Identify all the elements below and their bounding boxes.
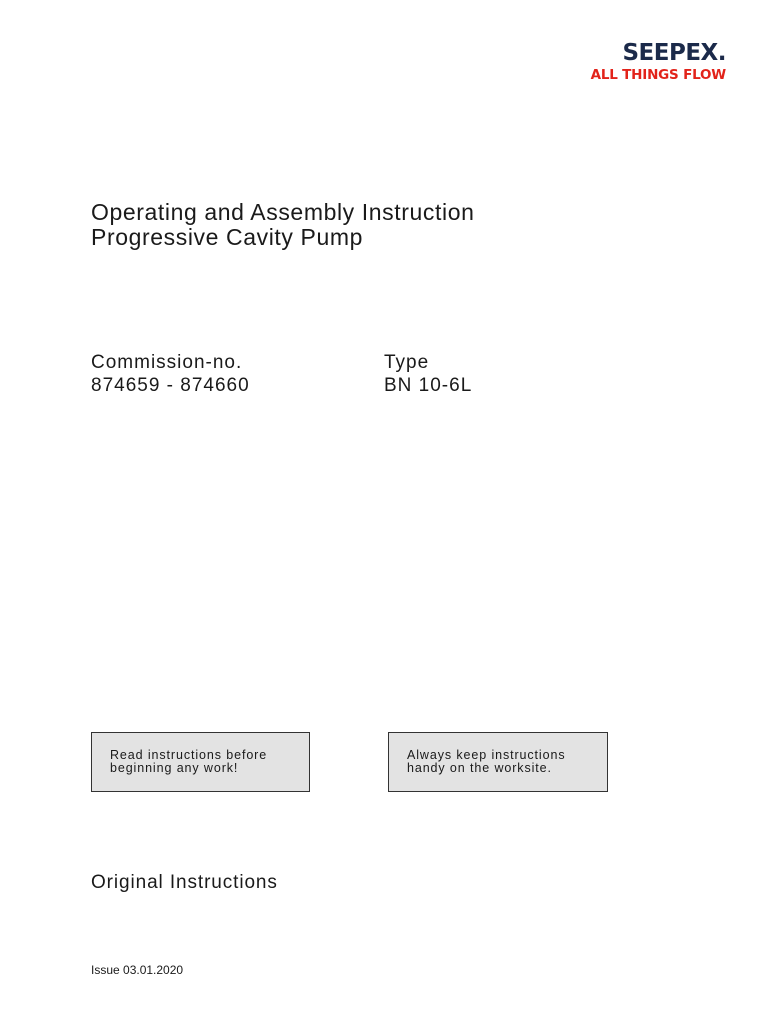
issue-date: Issue 03.01.2020 [91, 963, 184, 977]
type-label: Type [384, 352, 430, 373]
title-line-1: Operating and Assembly Instruction [91, 199, 475, 225]
commission-value: 874659 - 874660 [91, 375, 250, 396]
note-keep-instructions [388, 732, 608, 792]
commission-block [91, 351, 250, 397]
note-read-instructions [91, 732, 310, 792]
note-line: Always keep instructions [407, 748, 566, 762]
note-line: beginning any work! [110, 761, 239, 775]
commission-label: Commission-no. [91, 352, 243, 373]
type-value: BN 10-6L [384, 375, 473, 396]
original-instructions-label: Original Instructions [91, 872, 278, 893]
note-line: handy on the worksite. [407, 761, 552, 775]
document-title [91, 200, 474, 250]
note-line: Read instructions before [110, 748, 268, 762]
seepex-logo [586, 40, 726, 83]
logo-tagline: ALL THINGS FLOW [590, 67, 726, 83]
title-line-2: Progressive Cavity Pump [91, 224, 363, 250]
type-block [384, 351, 472, 397]
logo-brand: SEEPEX. [622, 40, 726, 66]
